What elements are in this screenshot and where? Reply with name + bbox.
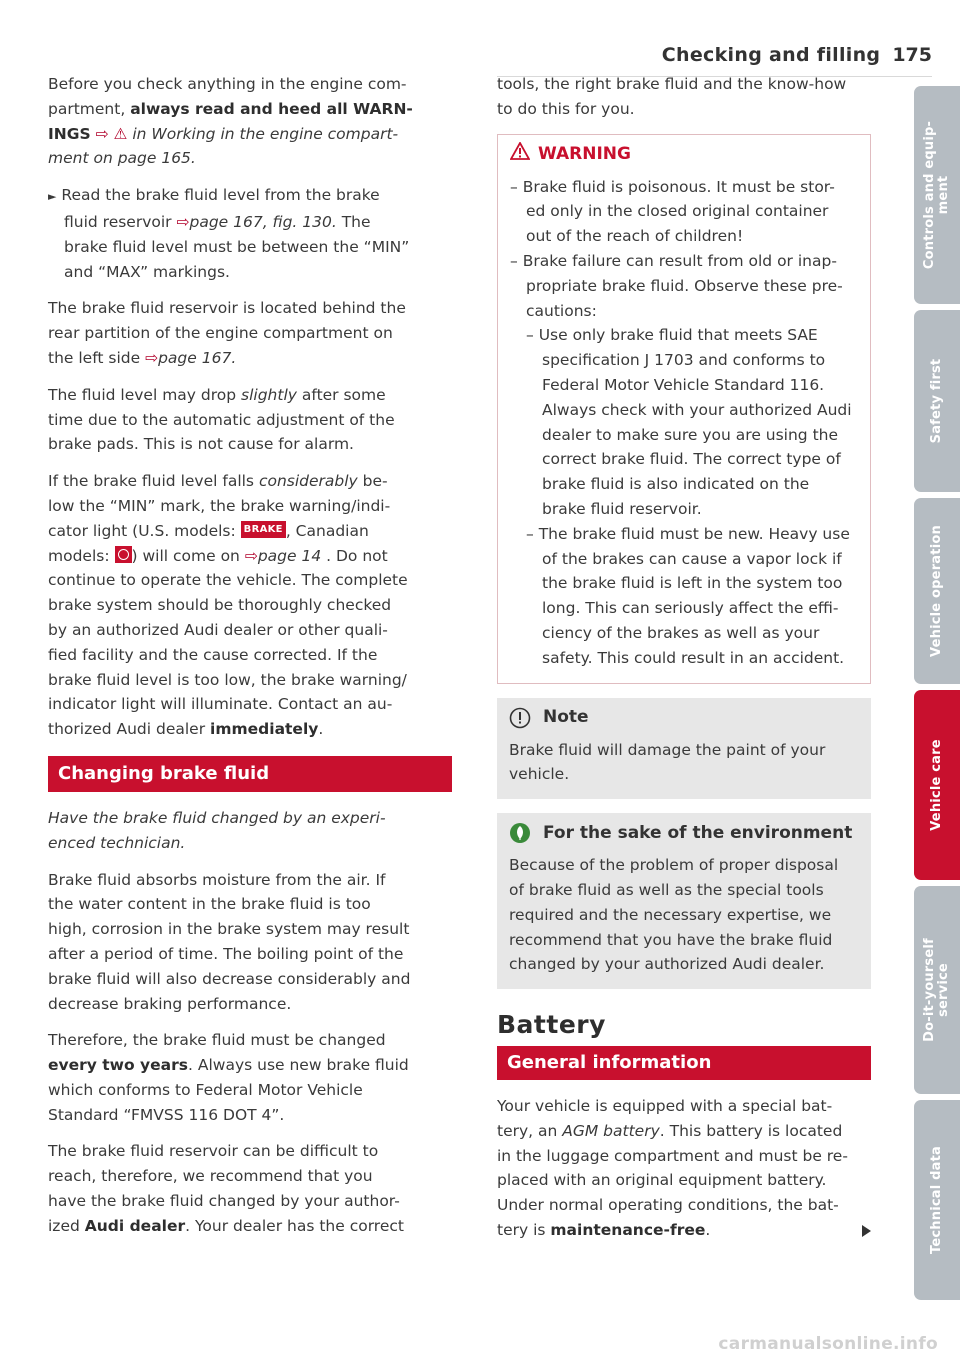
text-line: of brake fluid as well as the special tools — [509, 880, 824, 899]
text-line: cator light (U.S. models: — [48, 521, 241, 540]
note-title: Note — [543, 707, 589, 728]
triangle-bullet-icon: ► — [48, 190, 57, 204]
arrow-right-icon: ⇨ — [95, 124, 109, 143]
text-line: The brake fluid reservoir is located behind the — [48, 299, 406, 318]
intro-paragraph — [48, 72, 452, 171]
tab-technical-data[interactable] — [914, 1100, 960, 1300]
text-line: . Do not — [321, 546, 388, 565]
text-line: brake fluid will also decrease considerably and — [48, 969, 411, 988]
text-line: vehicle. — [509, 765, 570, 784]
text-line: thorized Audi dealer — [48, 720, 211, 739]
text-line: time due to the automatic adjustment of the — [48, 410, 395, 429]
text-line: If the brake fluid level falls — [48, 472, 259, 491]
text-line: propriate brake fluid. Observe these pre- — [526, 276, 843, 295]
text-line: Brake fluid absorbs moisture from the air. If — [48, 870, 386, 889]
list-item: – Brake failure can result from old or inap- propriate brake fluid. Observe these pre- cautions: – Use only brake fluid that meets SAE specification J 1703 and conforms to Federal Motor Vehicle Standard 116. Always check with your authorized Audi dealer to make sure you are using the correct brake fluid. The correct type of brake fluid is also indicated on the brake fluid reservoir. – The brake fluid must be new. Heavy use of the brakes can cause a vapor lock if the brake fluid is left in the system too long. This can seriously affect the effi- ciency of the brakes as well as your safety. This could result in an accident. — [510, 249, 860, 671]
text-line: partment, — [48, 99, 131, 118]
text-line: out of the reach of children! — [526, 227, 744, 246]
tab-label — [930, 739, 944, 831]
text-line: safety. This could result in an accident. — [542, 648, 845, 667]
environment-body — [509, 853, 859, 977]
text-line: specification J 1703 and conforms to — [542, 351, 826, 370]
text-line: long. This can seriously affect the effi- — [542, 599, 839, 618]
text-line: ) will come on — [131, 546, 245, 565]
text-line: Brake fluid is poisonous. It must be stor- — [522, 177, 835, 196]
text-line: fied facility and the cause corrected. If the — [48, 645, 378, 664]
tab-label-line: Controls and equip- — [922, 120, 937, 270]
tab-label — [930, 359, 944, 444]
text-line: brake fluid level must be between the “MIN” — [64, 237, 410, 256]
text-line: Federal Motor Vehicle Standard 116. — [542, 375, 825, 394]
tab-label-line: Do-it-yourself — [922, 938, 937, 1042]
text-line: The brake fluid must be new. Heavy use — [538, 524, 850, 543]
text-line: Because of the problem of proper disposal — [509, 856, 839, 875]
text-line: correct brake fluid. The correct type of — [542, 450, 841, 469]
text-line: after some — [296, 385, 386, 404]
text-line: brake system should be thoroughly checked — [48, 596, 392, 615]
section-heading: Changing brake fluid — [48, 756, 452, 792]
text-line: brake fluid reservoir. — [542, 499, 702, 518]
chapter-title: Battery — [497, 1010, 606, 1040]
bold-text: always read and heed all WARN- — [130, 99, 413, 118]
italic-text: AGM battery — [562, 1121, 660, 1140]
warning-triangle-icon: ⚠ — [113, 124, 128, 143]
text-line: high, corrosion in the brake system may result — [48, 920, 410, 939]
tab-safety-first[interactable] — [914, 310, 960, 492]
environment-box — [497, 813, 871, 989]
text-line: the left side — [48, 348, 146, 367]
text-line: ciency of the brakes as well as your — [542, 623, 820, 642]
text-line: Use only brake fluid that meets SAE — [538, 326, 818, 345]
arrow-right-icon: ⇨ — [176, 212, 190, 231]
tab-label-line: Technical data — [929, 1146, 944, 1254]
text-line: Have the brake fluid changed by an experi- — [48, 808, 386, 827]
list-item: – Use only brake fluid that meets SAE specification J 1703 and conforms to Federal Motor Vehicle Standard 116. Always check with your authorized Audi dealer to make sure you are using the correct brake fluid. The correct type of brake fluid is also indicated on the brake fluid reservoir. — [526, 326, 852, 518]
text-line: fluid reservoir — [64, 212, 177, 231]
text-line: tery, an — [497, 1121, 563, 1140]
text-line: continue to operate the vehicle. The complete — [48, 571, 408, 590]
text-line: in the luggage compartment and must be re- — [497, 1146, 848, 1165]
paragraph — [48, 1028, 452, 1127]
continue-arrow-icon[interactable] — [862, 1225, 871, 1237]
arrow-right-icon: ⇨ — [244, 546, 258, 565]
environment-leaf-icon — [509, 822, 531, 844]
text-line: Under normal operating conditions, the bat- — [497, 1196, 839, 1215]
cross-reference-link[interactable]: page 167. — [158, 348, 237, 367]
text-line: . — [705, 1220, 711, 1239]
page-header — [662, 44, 932, 74]
tab-vehicle-care[interactable] — [914, 690, 960, 880]
section-intro — [48, 806, 452, 856]
text-line: placed with an original equipment battery. — [497, 1171, 827, 1190]
paragraph — [48, 383, 452, 457]
text-line: indicator light will illuminate. Contact an au- — [48, 695, 393, 714]
bold-text: immediately — [210, 720, 319, 739]
text-line: dealer to make sure you are using the — [542, 425, 839, 444]
brake-warning-canada-icon — [115, 546, 132, 563]
tab-label-line: service — [936, 963, 951, 1017]
text-line: Standard “FMVSS 116 DOT 4”. — [48, 1105, 285, 1124]
tab-label — [930, 525, 944, 657]
chapter-tabs — [914, 86, 960, 1306]
paragraph — [497, 72, 871, 122]
text-line: after a period of time. The boiling point of the — [48, 944, 404, 963]
arrow-right-icon: ⇨ — [145, 348, 159, 367]
text-line: Brake failure can result from old or inap- — [522, 251, 837, 270]
text-line: Read the brake fluid level from the brake — [61, 186, 380, 205]
right-column — [497, 72, 871, 1255]
text-line: of the brakes can cause a vapor lock if — [542, 549, 842, 568]
bullet-paragraph — [48, 183, 452, 284]
paragraph — [48, 1139, 452, 1238]
text-line: the brake fluid is left in the system too — [542, 574, 843, 593]
text-line: decrease braking performance. — [48, 994, 292, 1013]
text-line: . This battery is located — [659, 1121, 843, 1140]
tab-vehicle-operation[interactable] — [914, 498, 960, 684]
info-exclamation-icon — [509, 707, 531, 729]
tab-label-line: Vehicle operation — [929, 525, 944, 657]
note-header — [509, 698, 859, 738]
paragraph — [497, 1094, 871, 1243]
text-line: The — [336, 212, 371, 231]
italic-text: slightly — [241, 385, 297, 404]
list-item: – The brake fluid must be new. Heavy use of the brakes can cause a vapor lock if the brake fluid is left in the system too long. This can seriously affect the effi- ciency of the brakes as well as your safety. This could result in an accident. — [526, 524, 850, 667]
cross-reference-link[interactable]: in Working in the engine compart- — [127, 124, 399, 143]
text-line: rear partition of the engine compartment on — [48, 324, 393, 343]
warning-header — [510, 135, 860, 175]
text-line: and “MAX” markings. — [64, 262, 230, 281]
text-line: The brake fluid reservoir can be difficult to — [48, 1142, 379, 1161]
header-title: Checking and filling — [661, 44, 881, 66]
text-line: Before you check anything in the engine com- — [48, 75, 407, 93]
warning-sublist — [526, 323, 860, 670]
tab-do-it-yourself-service[interactable] — [914, 886, 960, 1094]
text-line: brake pads. This is not cause for alarm. — [48, 435, 354, 454]
subsection-heading: General information — [497, 1046, 871, 1080]
text-line: changed by your authorized Audi dealer. — [509, 955, 825, 974]
tab-controls-and-equipment[interactable] — [914, 86, 960, 304]
text-line: low the “MIN” mark, the brake warning/indi- — [48, 496, 391, 515]
cross-reference-link[interactable]: ment on page 165. — [48, 149, 196, 168]
text-line: by an authorized Audi dealer or other quali- — [48, 620, 388, 639]
text-line: , Canadian — [285, 521, 369, 540]
text-line: tery is — [497, 1220, 551, 1239]
left-column — [48, 72, 452, 1251]
environment-title: For the sake of the environment — [543, 822, 853, 843]
bold-text: every two years — [48, 1056, 188, 1075]
environment-header — [509, 813, 859, 853]
text-line: tools, the right brake fluid and the know-how — [497, 75, 847, 93]
warning-list — [510, 175, 860, 671]
text-line: Always check with your authorized Audi — [542, 400, 852, 419]
paragraph — [48, 868, 452, 1017]
text-line: have the brake fluid changed by your author- — [48, 1192, 400, 1211]
text-line: The fluid level may drop — [48, 385, 242, 404]
tab-label — [923, 938, 951, 1042]
text-line: required and the necessary expertise, we — [509, 905, 832, 924]
bold-text: Audi dealer — [84, 1216, 186, 1235]
warning-title: WARNING — [538, 144, 631, 165]
text-line: models: — [48, 546, 115, 565]
tab-label — [930, 1146, 944, 1254]
bold-text: maintenance-free — [550, 1220, 706, 1239]
text-line: reach, therefore, we recommend that you — [48, 1167, 373, 1186]
brake-warning-icon: BRAKE — [241, 521, 286, 538]
warning-box — [497, 134, 871, 684]
text-line: cautions: — [526, 301, 597, 320]
text-line: brake fluid level is too low, the brake warning/ — [48, 670, 407, 689]
text-line: brake fluid is also indicated on the — [542, 475, 810, 494]
paragraph — [48, 296, 452, 370]
paragraph — [48, 469, 452, 742]
text-line: Your vehicle is equipped with a special bat- — [497, 1096, 833, 1115]
text-line: ized — [48, 1216, 85, 1235]
bold-text: INGS — [48, 124, 91, 143]
text-line: . — [318, 720, 324, 739]
page-number: 175 — [892, 44, 932, 66]
text-line: . Always use new brake fluid — [188, 1056, 409, 1075]
watermark: carmanualsonline.info — [718, 1334, 938, 1354]
text-line: which conforms to Federal Motor Vehicle — [48, 1080, 363, 1099]
text-line: Brake fluid will damage the paint of your — [509, 740, 826, 759]
note-box — [497, 698, 871, 800]
tab-label-line: ment — [936, 175, 951, 215]
cross-reference-link[interactable]: page 14 — [257, 546, 322, 565]
text-line: ed only in the closed original container — [526, 202, 829, 221]
text-line: be- — [357, 472, 388, 491]
tab-label — [923, 121, 951, 269]
text-line: . Your dealer has the correct — [185, 1216, 404, 1235]
text-line: recommend that you have the brake fluid — [509, 930, 833, 949]
list-item: – Brake fluid is poisonous. It must be stor- ed only in the closed original container out of the reach of children! — [510, 177, 835, 246]
text-line: Therefore, the brake fluid must be changed — [48, 1031, 386, 1050]
text-line: the water content in the brake fluid is too — [48, 895, 371, 914]
cross-reference-link[interactable]: page 167, fig. 130. — [189, 212, 337, 231]
note-body — [509, 738, 859, 788]
italic-text: considerably — [258, 472, 358, 491]
tab-label-line: Vehicle care — [929, 739, 944, 831]
warning-triangle-icon — [510, 142, 530, 168]
tab-label-line: Safety first — [929, 358, 944, 444]
text-line: enced technician. — [48, 833, 186, 852]
text-line: to do this for you. — [497, 99, 635, 118]
